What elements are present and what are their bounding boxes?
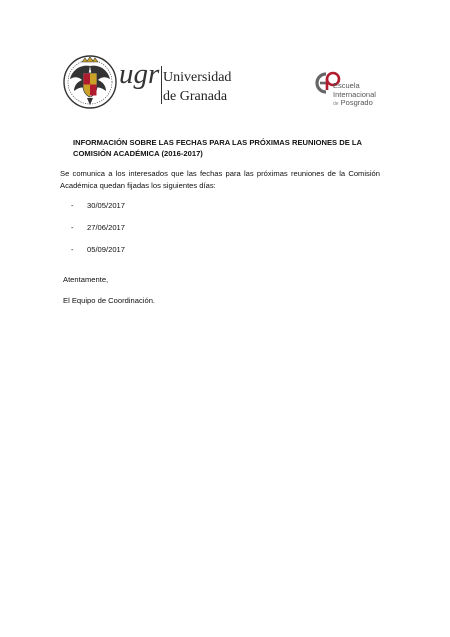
meeting-date: 27/06/2017	[87, 223, 126, 232]
closing-salutation: Atentamente,	[63, 275, 109, 284]
signature: El Equipo de Coordinación.	[63, 296, 156, 305]
university-logo	[63, 52, 243, 114]
ugr-crest-icon	[63, 52, 117, 112]
school-name-prefix: de	[333, 101, 339, 107]
logo-divider	[161, 66, 162, 104]
school-name-line1: Escuela	[333, 81, 360, 90]
university-name-line1: Universidad	[163, 70, 232, 85]
school-name-line2: Internacional	[333, 89, 376, 99]
school-name-line3	[333, 99, 376, 109]
university-name-line2: de Granada	[163, 89, 228, 104]
school-name	[333, 82, 376, 109]
meeting-date: 30/05/2017	[87, 201, 126, 210]
list-dash: -	[71, 201, 74, 210]
list-dash: -	[71, 223, 74, 232]
list-dash: -	[71, 245, 74, 254]
school-logo	[314, 70, 404, 110]
ugr-mark: ugr	[119, 58, 160, 90]
meeting-date: 05/09/2017	[87, 245, 126, 254]
document-title: INFORMACIÓN SOBRE LAS FECHAS PARA LAS PRÓXIMAS REUNIONES DE LA COMISIÓN ACADÉMICA (2016-2017)	[73, 138, 362, 158]
intro-paragraph: Se comunica a los interesados que las fechas para las próximas reuniones de la Comisión Académica quedan fijadas los siguientes días:	[60, 169, 380, 190]
school-name-line3-text: Posgrado	[340, 98, 373, 107]
